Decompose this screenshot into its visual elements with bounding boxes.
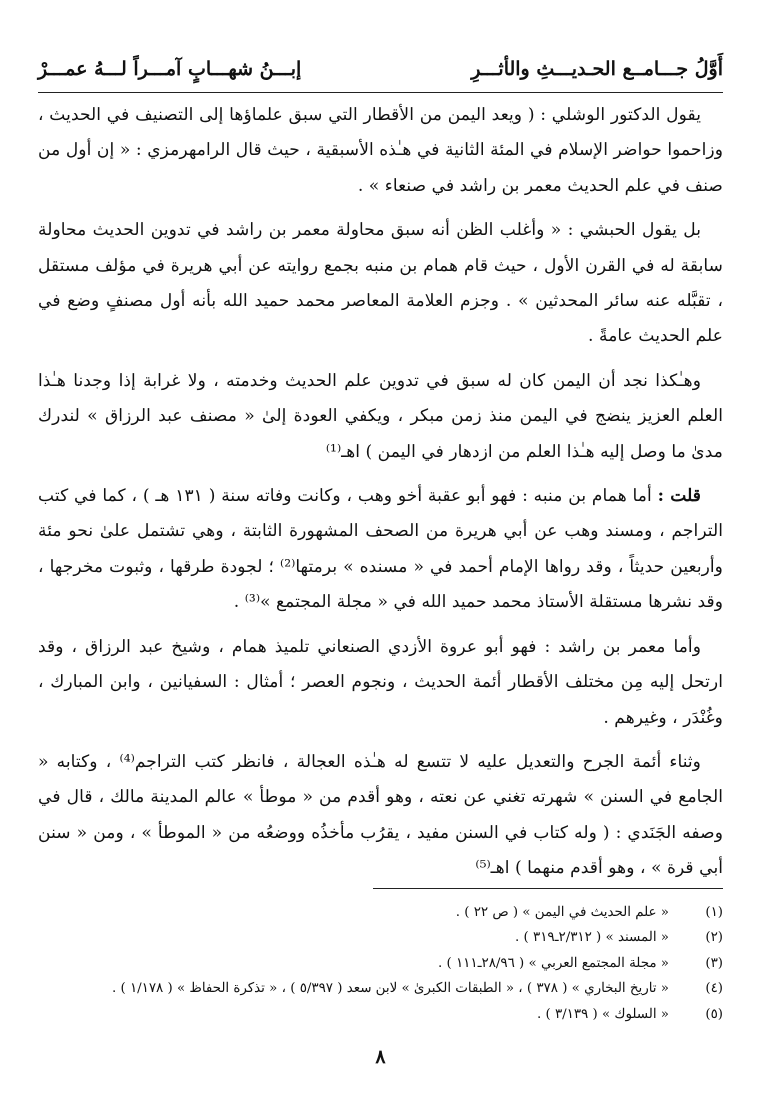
paragraph-4 xyxy=(38,479,723,621)
page-number: ٨ xyxy=(375,1046,386,1068)
paragraph-5 xyxy=(38,630,723,736)
footnote-rule xyxy=(373,888,723,889)
header-left-hemistich: إبـــنُ شهـــابٍ آمـــراً لـــهُ عمـــرْ xyxy=(38,58,302,80)
paragraph-3 xyxy=(38,364,723,470)
footnotes xyxy=(38,900,723,1027)
footnote-number: (٥) xyxy=(705,1006,723,1022)
paragraph-text: يقول الدكتور الوشلي : ( ويعد اليمن من الأقطار التي سبق علماؤها إلى التصنيف في الحديث ، وزاحموا حواضر الإسلام في المئة الثانية في هـٰذه الأسبقية ، حيث قال الرامهرمزي : « إن أول من صنف في علم الحديث معمر بن راشد في صنعاء » . xyxy=(38,105,723,196)
paragraph-text: أما همام بن منبه : فهو أبو عقبة أخو وهب ، وكانت وفاته سنة ( ١٣١ هـ ) ، كما في كتب التراجم ، ومسند وهب عن أبي هريرة من الصحف المشهورة الثابتة ، وهي تشتمل علىٰ نحو مئة وأربعين حديثاً ، وقد رواها الإمام أحمد في « مسنده » برمتها⁽²⁾ ؛ لجودة طرقها ، وثبوت مخرجها ، وقد نشرها مستقلة الأستاذ محمد حميد الله في « مجلة المجتمع »⁽³⁾ . xyxy=(38,486,723,613)
footnote-item xyxy=(38,900,723,925)
footnote-item xyxy=(38,951,723,976)
footnote-text: « السلوك » ( ٣/١٣٩ ) . xyxy=(536,1006,669,1022)
footnote-item xyxy=(38,976,723,1001)
footnote-item xyxy=(38,925,723,950)
footnote-number: (٣) xyxy=(705,955,723,971)
footnote-text: « علم الحديث في اليمن » ( ص ٢٢ ) . xyxy=(455,905,669,920)
footnote-number: (٢) xyxy=(705,930,723,946)
footnote-number: (٤) xyxy=(705,981,723,997)
paragraph-text: وهـٰكذا نجد أن اليمن كان له سبق في تدوين علم الحديث وخدمته ، ولا غرابة إذا وجدنا هـٰذا العلم العزيز ينضج في اليمن منذ زمن مبكر ، ويكفي العودة إلىٰ « مصنف عبد الرزاق » لندرك مدىٰ ما وصل إليه هـٰذا العلم من ازدهار في اليمن ) اهـ⁽¹⁾ xyxy=(38,370,723,462)
paragraph-2 xyxy=(38,213,723,355)
paragraph-text: بل يقول الحبشي : « وأغلب الظن أنه سبق محاولة معمر بن راشد في تدوين الحديث محاولة سابقة له في القرن الأول ، حيث قام همام بن منبه بجمع روايته عن أبي هريرة في مؤلف مستقل ، تقبَّله عنه سائر المحدثين » . وجزم العلامة المعاصر محمد حميد الله بأنه أول مصنفٍ وضع في علم الحديث عامةً . xyxy=(38,220,723,347)
paragraph-1 xyxy=(38,98,723,204)
header-rule xyxy=(38,92,723,93)
footnote-text: « المسند » ( ٢/٣١٢ـ٣١٩ ) . xyxy=(515,930,669,946)
footnote-item xyxy=(38,1002,723,1027)
footnote-text: « تاريخ البخاري » ( ٣٧٨ ) ، « الطبقات الكبرىٰ » لابن سعد ( ٥/٣٩٧ ) ، « تذكرة الحفاظ » ( ١/١٧٨ ) . xyxy=(111,981,669,997)
paragraph-6 xyxy=(38,745,723,887)
paragraph-text: وثناء أئمة الجرح والتعديل عليه لا تتسع له هـٰذه العجالة ، فانظر كتب التراجم⁽⁴⁾ ، وكتابه « الجامع في السنن » شهرته تغني عن نعته ، وهو أقدم من « موطأ » عالم المدينة مالك ، قال في وصفه الجَنَدي : ( وله كتاب في السنن مفيد ، يقرُب مأخذُه ووضعُه من « الموطأ » ، ومن « سنن أبي قرة » ، وهو أقدم منهما ) اهـ⁽⁵⁾ xyxy=(38,751,723,879)
running-header xyxy=(38,52,723,86)
footnote-number: (١) xyxy=(705,905,723,920)
footnote-text: « مجلة المجتمع العربي » ( ٢٨/٩٦ـ١١١ ) . xyxy=(437,955,669,971)
header-right-hemistich: أَوَّلُ جـــامــع الحـديـــثِ والأثـــرِ xyxy=(471,58,723,80)
paragraph-lead: قلت : xyxy=(657,486,701,507)
paragraph-text: وأما معمر بن راشد : فهو أبو عروة الأزدي الصنعاني تلميذ همام ، وشيخ عبد الرزاق ، وقد ارتحل إليه مِن مختلف الأقطار أئمة الحديث ، ونجوم العصر ؛ أمثال : السفيانين ، وابن المبارك ، وغُنْدَر ، وغيرهم . xyxy=(38,636,723,728)
body-text xyxy=(38,98,723,896)
